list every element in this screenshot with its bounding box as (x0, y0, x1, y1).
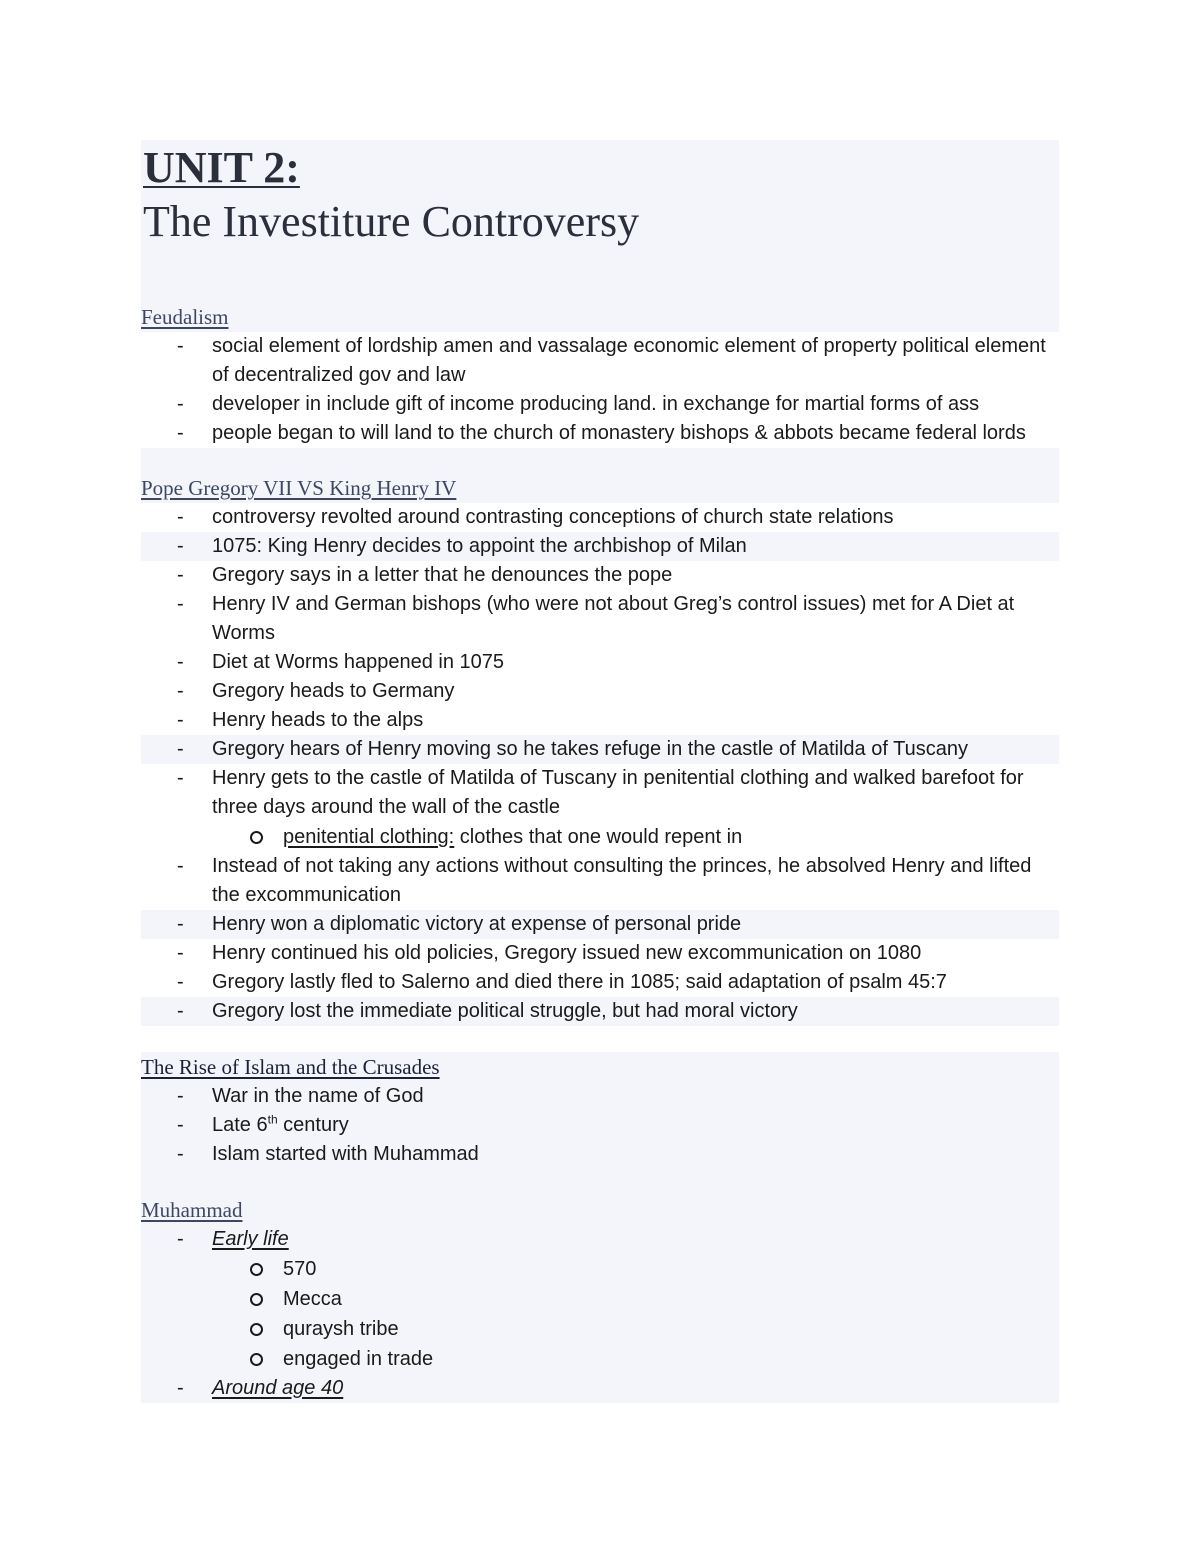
dash-bullet: - (177, 335, 184, 357)
list-item: - Late 6th century (141, 1111, 1059, 1140)
circle-bullet-icon (250, 1293, 263, 1306)
definition: clothes that one would repent in (454, 826, 743, 848)
spacer (141, 1169, 1059, 1195)
list-item: - Diet at Worms happened in 1075 (141, 648, 1059, 677)
spacer (141, 1026, 1059, 1052)
dash-bullet: - (177, 942, 184, 964)
list-item: - Early life (141, 1225, 1059, 1254)
dash-bullet: - (177, 1143, 184, 1165)
dash-bullet: - (177, 593, 184, 615)
dash-bullet: - (177, 913, 184, 935)
sub-list-item: Mecca (141, 1284, 1059, 1314)
circle-bullet-icon (250, 1263, 263, 1276)
list-item: - Gregory lost the immediate political struggle, but had moral victory (141, 997, 1059, 1026)
dash-bullet: - (177, 767, 184, 789)
section-heading-muhammad: Muhammad (141, 1198, 243, 1222)
list-item: - Henry IV and German bishops (who were not about Greg’s control issues) met for A Diet at Worms (141, 590, 1059, 648)
gregory-henry-list (141, 503, 1059, 1026)
dash-bullet: - (177, 422, 184, 444)
list-item: - Gregory lastly fled to Salerno and died there in 1085; said adaptation of psalm 45:7 (141, 968, 1059, 997)
sub-list-item: engaged in trade (141, 1344, 1059, 1374)
list-item: - Around age 40 (141, 1374, 1059, 1403)
dash-bullet: - (177, 506, 184, 528)
dash-bullet: - (177, 651, 184, 673)
section-heading-islam: The Rise of Islam and the Crusades (141, 1055, 440, 1079)
list-item: - 1075: King Henry decides to appoint the archbishop of Milan (141, 532, 1059, 561)
dash-bullet: - (177, 1114, 184, 1136)
list-item: - Henry gets to the castle of Matilda of Tuscany in penitential clothing and walked barefoot for three days around the wall of the castle (141, 764, 1059, 822)
sub-list-item: quraysh tribe (141, 1314, 1059, 1344)
dash-bullet: - (177, 535, 184, 557)
dash-bullet: - (177, 393, 184, 415)
list-item: - people began to will land to the church of monastery bishops & abbots became federal lords (141, 419, 1059, 448)
list-item: - Henry heads to the alps (141, 706, 1059, 735)
islam-section (141, 1052, 1059, 1403)
sub-list-item: 570 (141, 1254, 1059, 1284)
list-item: - Islam started with Muhammad (141, 1140, 1059, 1169)
dash-bullet: - (177, 1377, 184, 1399)
spacer (141, 448, 1059, 473)
list-item: - Gregory hears of Henry moving so he takes refuge in the castle of Matilda of Tuscany (141, 735, 1059, 764)
list-item: - Henry won a diplomatic victory at expense of personal pride (141, 910, 1059, 939)
dash-bullet: - (177, 1228, 184, 1250)
title-block (141, 140, 1059, 302)
section-heading-gregory-henry: Pope Gregory VII VS King Henry IV (141, 473, 1059, 503)
dash-bullet: - (177, 1085, 184, 1107)
document-body (141, 140, 1059, 1403)
feudalism-list (141, 332, 1059, 448)
muhammad-list (141, 1225, 1059, 1403)
dash-bullet: - (177, 855, 184, 877)
list-item: - War in the name of God (141, 1082, 1059, 1111)
dash-bullet: - (177, 738, 184, 760)
dash-bullet: - (177, 1000, 184, 1022)
term: penitential clothing: (283, 826, 455, 848)
list-item: - Gregory heads to Germany (141, 677, 1059, 706)
document-title: The Investiture Controversy (143, 197, 640, 246)
list-item: - Instead of not taking any actions without consulting the princes, he absolved Henry and lifted the excommunication (141, 852, 1059, 910)
circle-bullet-icon (250, 1323, 263, 1336)
circle-bullet-icon (250, 1353, 263, 1366)
list-item: - Henry continued his old policies, Gregory issued new excommunication on 1080 (141, 939, 1059, 968)
islam-list (141, 1082, 1059, 1169)
unit-heading: UNIT 2: (143, 143, 300, 192)
list-item: - developer in include gift of income producing land. in exchange for martial forms of ass (141, 390, 1059, 419)
list-item: - social element of lordship amen and vassalage economic element of property political element of decentralized gov and law (141, 332, 1059, 390)
dash-bullet: - (177, 709, 184, 731)
sub-list-item (141, 822, 1059, 852)
circle-bullet-icon (250, 831, 263, 844)
list-item: - Gregory says in a letter that he denounces the pope (141, 561, 1059, 590)
list-item: - controversy revolted around contrasting conceptions of church state relations (141, 503, 1059, 532)
dash-bullet: - (177, 564, 184, 586)
dash-bullet: - (177, 971, 184, 993)
dash-bullet: - (177, 680, 184, 702)
section-heading-feudalism: Feudalism (141, 302, 1059, 332)
